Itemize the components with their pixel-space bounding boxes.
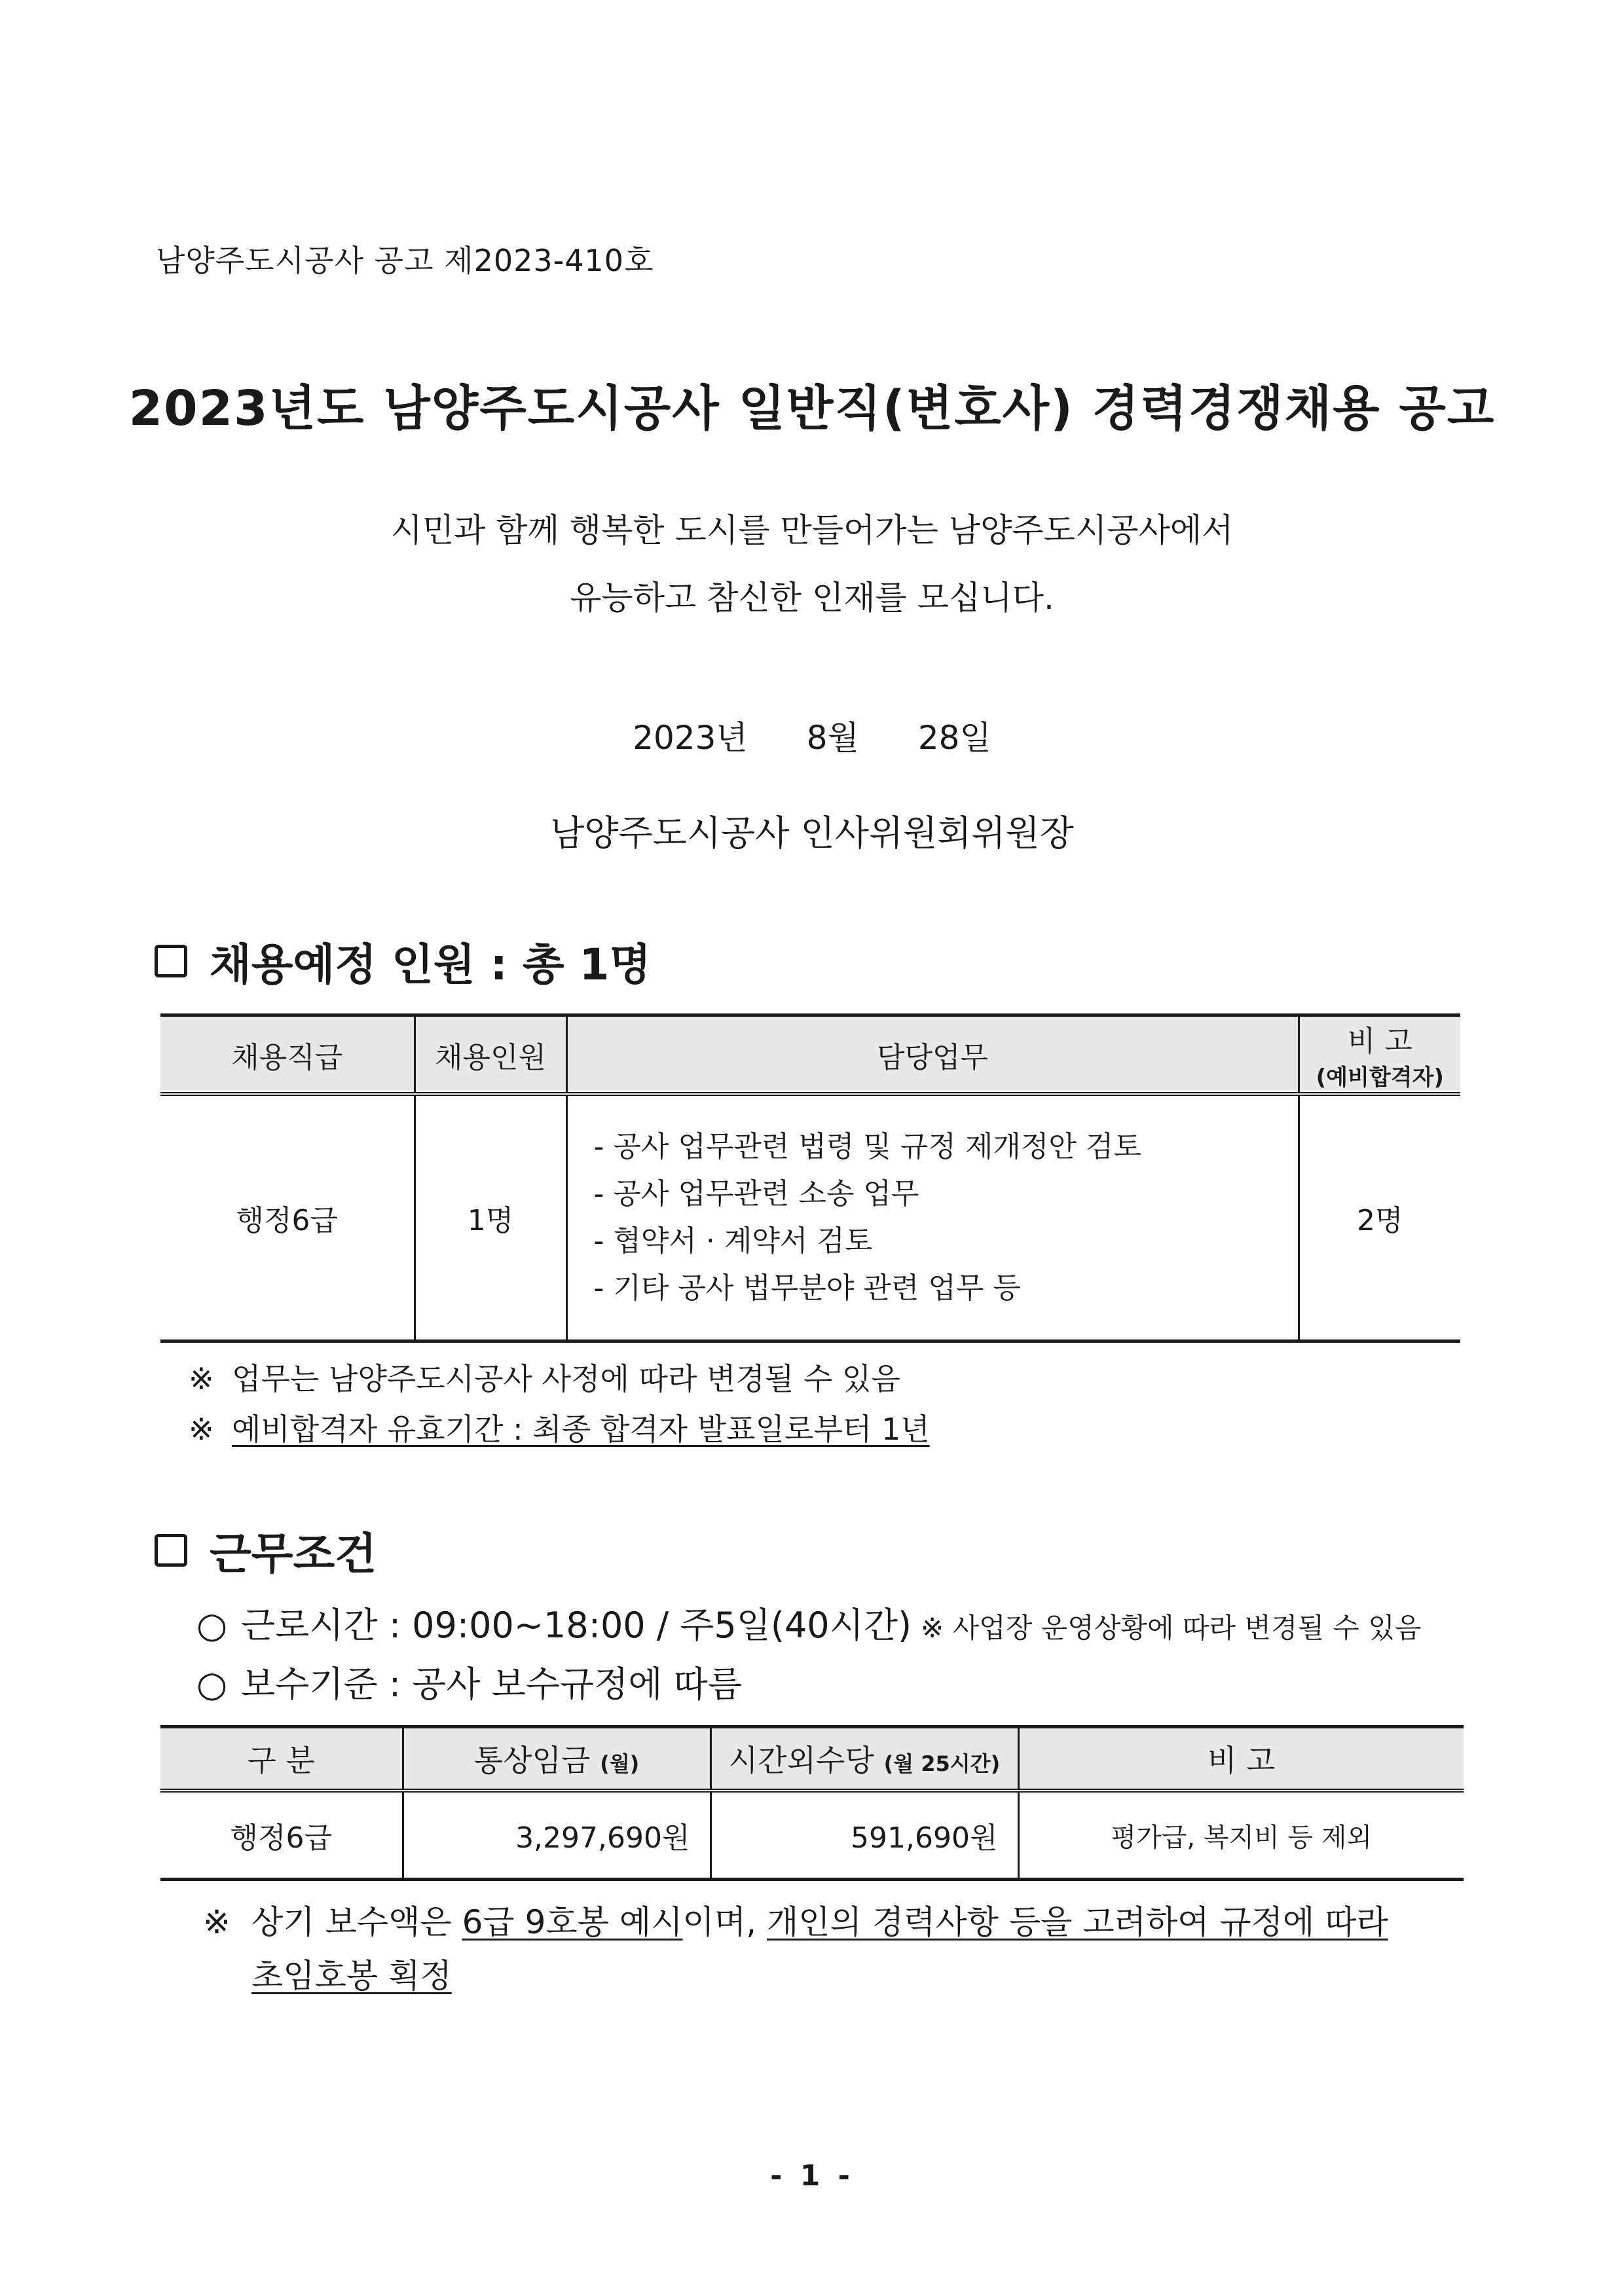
reference-mark: ※ bbox=[203, 1903, 231, 1941]
note-text: 예비합격자 유효기간 : 최종 합격자 발표일로부터 1년 bbox=[232, 1412, 930, 1447]
cell-base-wage: 3,297,690원 bbox=[403, 1791, 710, 1880]
date-month: 8월 bbox=[806, 719, 859, 757]
condition-hours bbox=[196, 1597, 1422, 1648]
header-overtime-unit: (월 25시간) bbox=[883, 1751, 1001, 1776]
footnote-text: 상기 보수액은 bbox=[251, 1903, 452, 1941]
footnote-highlight: 초임호봉 획정 bbox=[251, 1957, 452, 1995]
announcement-date bbox=[0, 712, 1624, 759]
checkbox-icon bbox=[155, 1534, 187, 1567]
header-count: 채용인원 bbox=[415, 1015, 566, 1095]
bullet-circle-icon: ○ bbox=[196, 1664, 228, 1705]
duty-item: - 기타 공사 법무분야 관련 업무 등 bbox=[593, 1271, 1021, 1305]
document-title: 2023년도 남양주도시공사 일반직(변호사) 경력경쟁채용 공고 bbox=[128, 380, 1496, 437]
header-duties: 담당업무 bbox=[566, 1015, 1299, 1095]
footnote-line-1 bbox=[203, 1895, 1388, 1949]
header-category: 구 분 bbox=[160, 1727, 403, 1791]
condition-hours-text: 근로시간 : 09:00~18:00 / 주5일(40시간) bbox=[241, 1605, 912, 1646]
table-row bbox=[160, 1791, 1464, 1880]
note-text: 업무는 남양주도시공사 사정에 따라 변경될 수 있음 bbox=[232, 1361, 900, 1396]
cell-duties bbox=[566, 1094, 1299, 1341]
table-row bbox=[160, 1094, 1460, 1341]
footnote-highlight: 개인의 경력사항 등을 고려하여 규정에 따라 bbox=[766, 1903, 1388, 1941]
duty-item: - 공사 업무관련 법령 및 규정 제개정안 검토 bbox=[593, 1130, 1141, 1163]
header-overtime-label: 시간외수당 bbox=[728, 1743, 874, 1778]
cell-category: 행정6급 bbox=[160, 1791, 403, 1880]
footnote-line-2 bbox=[203, 1949, 1388, 2003]
notice-number: 남양주도시공사 공고 제2023-410호 bbox=[156, 243, 654, 278]
table-header-row bbox=[160, 1727, 1464, 1791]
header-overtime bbox=[710, 1727, 1018, 1791]
pay-table bbox=[160, 1725, 1464, 1881]
footnote-highlight: 6급 9호봉 예시 bbox=[462, 1903, 683, 1941]
table-header-row bbox=[160, 1015, 1460, 1095]
header-remark: 비 고 bbox=[1018, 1727, 1464, 1791]
recruitment-table bbox=[160, 1013, 1460, 1343]
cell-remark: 평가급, 복지비 등 제외 bbox=[1018, 1791, 1464, 1880]
header-remark-label: 비 고 bbox=[1347, 1025, 1412, 1058]
section-conditions-title: 근무조건 bbox=[210, 1529, 377, 1579]
cell-overtime: 591,690원 bbox=[710, 1791, 1018, 1880]
checkbox-icon bbox=[155, 945, 187, 977]
reference-mark: ※ bbox=[189, 1412, 214, 1447]
note-reserve-validity bbox=[189, 1406, 930, 1449]
page-number: - 1 - bbox=[770, 2159, 854, 2193]
cell-grade: 행정6급 bbox=[160, 1094, 415, 1341]
intro-line-2: 유능하고 참신한 인재를 모십니다. bbox=[570, 579, 1054, 617]
intro-line-1: 시민과 함께 행복한 도시를 만들어가는 남양주도시공사에서 bbox=[390, 511, 1234, 549]
date-year: 2023년 bbox=[633, 719, 748, 757]
pay-footnote bbox=[203, 1895, 1388, 2003]
header-grade: 채용직급 bbox=[160, 1015, 415, 1095]
cell-remark: 2명 bbox=[1299, 1094, 1460, 1341]
footnote-text: 이며, bbox=[682, 1903, 757, 1941]
note-duty-change bbox=[189, 1355, 900, 1398]
header-remark bbox=[1299, 1015, 1460, 1095]
section-recruitment-heading bbox=[155, 930, 651, 992]
condition-pay bbox=[196, 1656, 742, 1707]
duty-item: - 공사 업무관련 소송 업무 bbox=[593, 1177, 919, 1211]
section-conditions-heading bbox=[155, 1519, 377, 1581]
cell-count: 1명 bbox=[415, 1094, 566, 1341]
condition-pay-text: 보수기준 : 공사 보수규정에 따름 bbox=[241, 1664, 742, 1705]
condition-hours-note: ※ 사업장 운영상황에 따라 변경될 수 있음 bbox=[921, 1612, 1422, 1644]
issuer: 남양주도시공사 인사위원회위원장 bbox=[550, 812, 1074, 854]
header-base-wage-label: 통상임금 bbox=[473, 1743, 591, 1778]
reference-mark: ※ bbox=[189, 1361, 214, 1396]
header-remark-sub: (예비합격자) bbox=[1316, 1065, 1444, 1091]
section-recruitment-title: 채용예정 인원 : 총 1명 bbox=[210, 939, 652, 990]
bullet-circle-icon: ○ bbox=[196, 1605, 228, 1646]
header-base-wage bbox=[403, 1727, 710, 1791]
date-day: 28일 bbox=[917, 719, 991, 757]
duty-item: - 협약서 · 계약서 검토 bbox=[593, 1224, 873, 1258]
header-base-wage-unit: (월) bbox=[600, 1751, 640, 1776]
